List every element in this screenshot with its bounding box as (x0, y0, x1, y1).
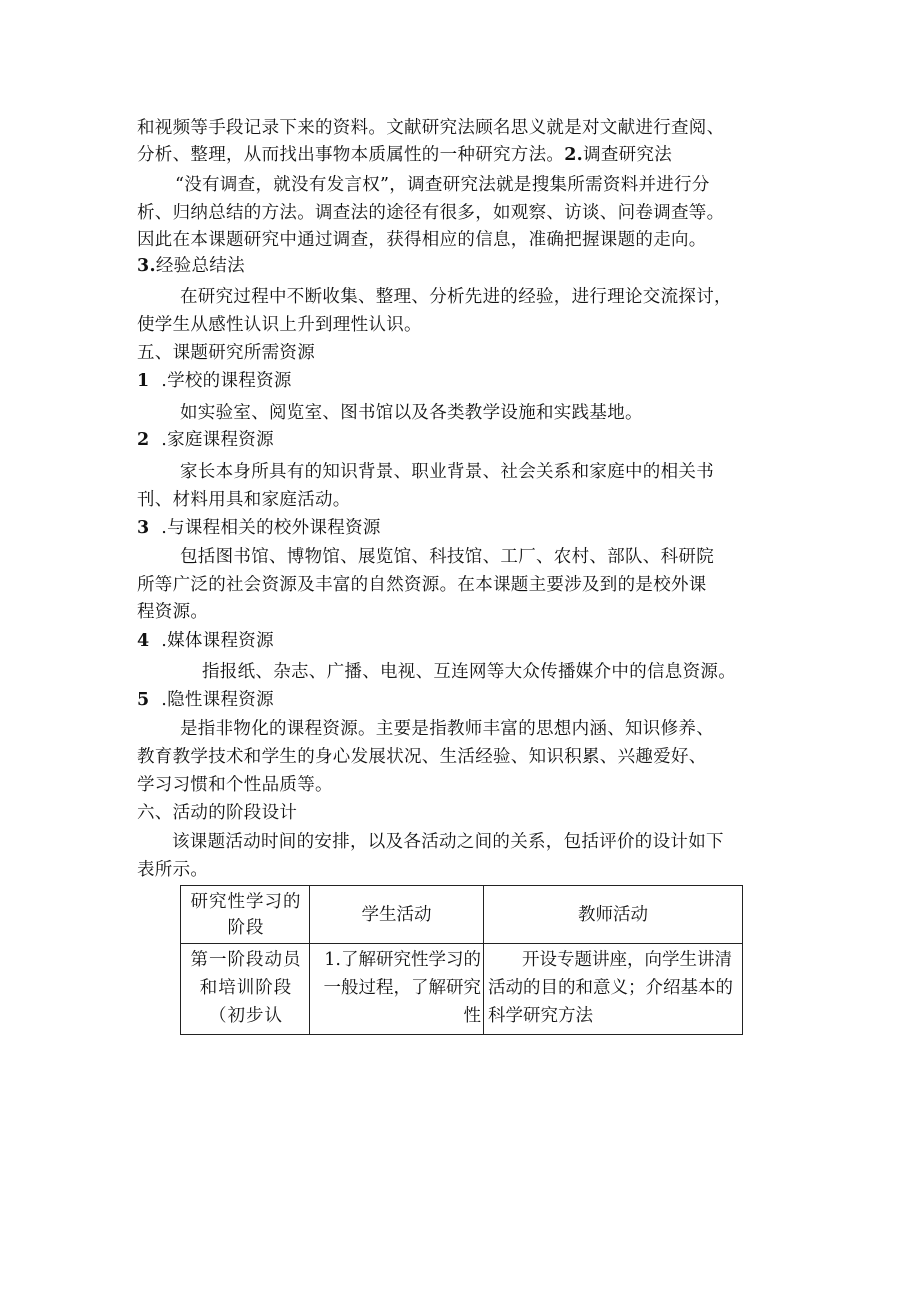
heading-number: 5 (137, 690, 150, 710)
paragraph-line: 因此在本课题研究中通过调查，获得相应的信息，准确把握课题的走向。 (137, 230, 707, 250)
activity-stage-table (180, 885, 743, 1035)
heading-text: .与课程相关的校外课程资源 (161, 518, 381, 538)
paragraph-line: 刊、材料用具和家庭活动。 (137, 490, 351, 510)
paragraph-line: 教育教学技术和学生的身心发展状况、生活经验、知识积累、兴趣爱好、 (137, 747, 707, 767)
paragraph-line: 程资源。 (137, 602, 209, 622)
heading-text: .学校的课程资源 (161, 371, 292, 391)
table-header-row (181, 886, 743, 944)
paragraph-line: 家长本身所具有的知识背景、职业背景、社会关系和家庭中的相关书 (180, 462, 714, 482)
cell-stage: 第一阶段动员和培训阶段（初步认 (181, 944, 310, 1035)
cell-teacher-text: 开设专题讲座，向学生讲清活动的目的和意义；介绍基本的科学研究方法 (488, 950, 733, 1026)
paragraph-line: 使学生从感性认识上升到理性认识。 (137, 315, 422, 335)
table-row (181, 944, 743, 1035)
paragraph-line (137, 143, 672, 167)
header-teacher: 教师活动 (484, 886, 743, 944)
paragraph-line: 如实验室、阅览室、图书馆以及各类教学设施和实践基地。 (180, 403, 643, 423)
paragraph-line: 该课题活动时间的安排，以及各活动之间的关系，包括评价的设计如下 (172, 832, 724, 852)
subsection-heading (137, 516, 381, 540)
cell-teacher (484, 944, 743, 1035)
heading-text: .家庭课程资源 (161, 430, 274, 450)
heading-number: 2. (564, 145, 584, 165)
paragraph-line: 和视频等手段记录下来的资料。文献研究法顾名思义就是对文献进行查阅、 (137, 118, 725, 138)
paragraph-line: 指报纸、杂志、广播、电视、互连网等大众传播媒介中的信息资源。 (202, 662, 736, 682)
heading-text: .隐性课程资源 (161, 690, 274, 710)
section-heading: 五、课题研究所需资源 (137, 343, 315, 363)
cell-student: 1.了解研究性学习的一般过程，了解研究性 (310, 944, 484, 1035)
heading-text: 经验总结法 (155, 256, 245, 276)
heading-number: 3 (137, 518, 150, 538)
paragraph-line: 所等广泛的社会资源及丰富的自然资源。在本课题主要涉及到的是校外课 (137, 575, 707, 595)
paragraph-line: 析、归纳总结的方法。调查法的途径有很多，如观察、访谈、问卷调查等。 (137, 203, 725, 223)
subsection-heading (137, 428, 274, 452)
heading-number: 1 (137, 371, 150, 391)
heading-text: 调查研究法 (583, 145, 673, 165)
paragraph-line: 是指非物化的课程资源。主要是指教师丰富的思想内涵、知识修养、 (180, 719, 714, 739)
subsection-heading (137, 369, 292, 393)
header-stage: 研究性学习的阶段 (181, 886, 310, 944)
paragraph-line: 表所示。 (137, 860, 209, 880)
subsection-heading (137, 629, 274, 653)
section-heading: 六、活动的阶段设计 (137, 803, 298, 823)
heading-text: .媒体课程资源 (161, 631, 274, 651)
heading-number: 2 (137, 430, 150, 450)
section-heading (137, 254, 245, 278)
paragraph-line: “没有调查，就没有发言权”，调查研究法就是搜集所需资料并进行分 (175, 175, 710, 195)
text-run: 分析、整理，从而找出事物本质属性的一种研究方法。 (137, 145, 565, 165)
header-student: 学生活动 (310, 886, 484, 944)
paragraph-line: 在研究过程中不断收集、整理、分析先进的经验，进行理论交流探讨， (180, 287, 732, 307)
subsection-heading (137, 688, 274, 712)
heading-number: 4 (137, 631, 150, 651)
paragraph-line: 学习习惯和个性品质等。 (137, 775, 333, 795)
heading-number: 3. (137, 256, 156, 276)
paragraph-line: 包括图书馆、博物馆、展览馆、科技馆、工厂、农村、部队、科研院 (180, 547, 714, 567)
